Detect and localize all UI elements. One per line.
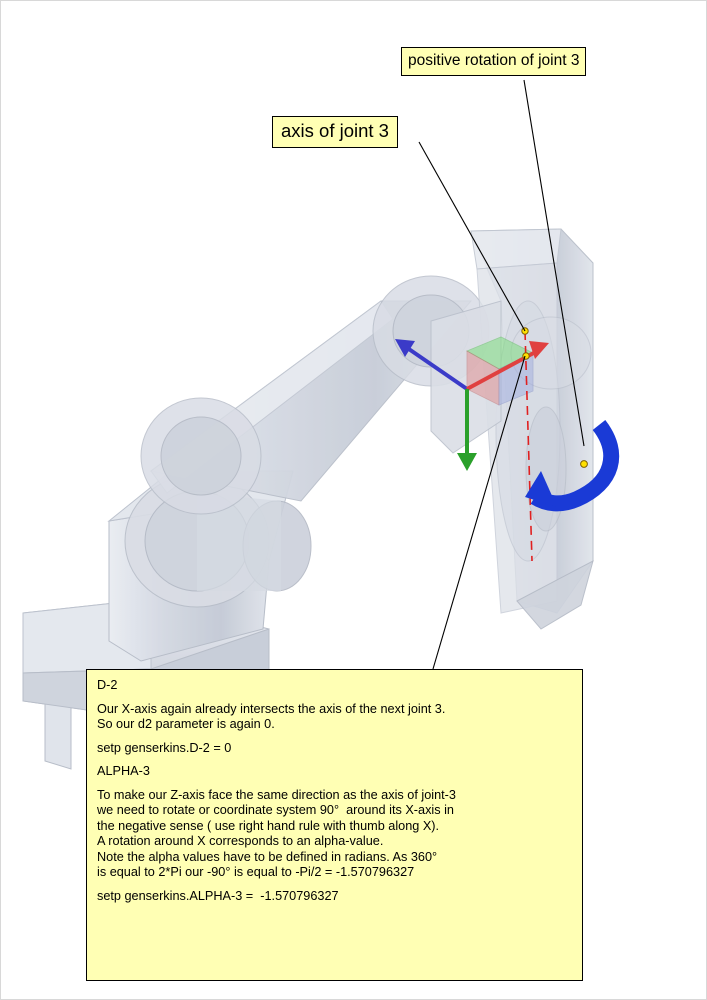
note-line: [97, 881, 572, 889]
note-line: is equal to 2*Pi our -90° is equal to -Pi/2 = -1.570796327: [97, 865, 415, 879]
callout-positive-rotation-text: positive rotation of joint 3: [408, 52, 580, 69]
note-line: setp genserkins.ALPHA-3 = -1.570796327: [97, 888, 339, 903]
explanation-note-box: [86, 669, 583, 981]
note-line: the negative sense ( use right hand rule with thumb along X).: [97, 818, 440, 833]
note-line: [97, 756, 572, 764]
note-line: To make our Z-axis face the same direction as the axis of joint-3: [97, 787, 456, 802]
note-line: ALPHA-3: [97, 764, 150, 778]
note-line: we need to rotate or coordinate system 90° around its X-axis in: [97, 803, 454, 817]
callout-positive-rotation: [401, 47, 586, 76]
callout-axis-of-joint-3-text: axis of joint 3: [281, 120, 389, 141]
callout-axis-of-joint-3: [272, 116, 398, 148]
note-line: D-2: [97, 678, 118, 692]
note-line: Our X-axis again already intersects the axis of the next joint 3.: [97, 701, 446, 716]
note-line: A rotation around X corresponds to an alpha-value.: [97, 834, 384, 848]
note-line: So our d2 parameter is again 0.: [97, 717, 275, 731]
note-line: [97, 733, 572, 741]
note-line: setp genserkins.D-2 = 0: [97, 740, 232, 755]
note-line: [97, 780, 572, 788]
note-line: Note the alpha values have to be defined in radians. As 360°: [97, 849, 438, 864]
note-line: [97, 694, 572, 702]
